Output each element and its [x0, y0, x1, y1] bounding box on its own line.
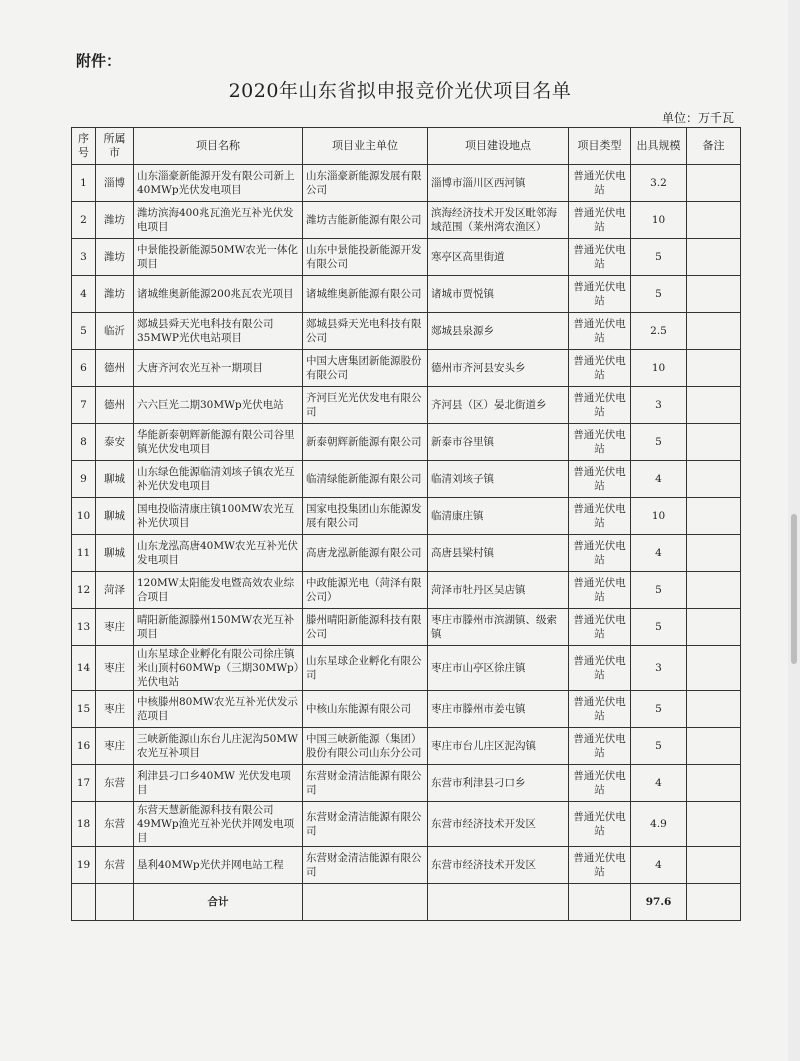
row-no: 11 [72, 535, 96, 572]
row-city: 菏泽 [96, 572, 134, 609]
row-scale: 5 [631, 424, 687, 461]
row-city: 东营 [96, 765, 134, 802]
row-type: 普通光伏电站 [569, 535, 631, 572]
table-row [72, 498, 741, 535]
header-scale: 出具规模 [631, 128, 687, 165]
row-location: 枣庄市滕州市姜屯镇 [428, 691, 569, 728]
row-scale: 3.2 [631, 165, 687, 202]
row-name: 中景能投新能源50MW农光一体化项目 [134, 239, 303, 276]
row-no: 19 [72, 847, 96, 884]
row-owner: 临清绿能新能源有限公司 [303, 461, 428, 498]
row-location: 东营市利津县刁口乡 [428, 765, 569, 802]
row-name: 国电投临清康庄镇100MW农光互补光伏项目 [134, 498, 303, 535]
row-type: 普通光伏电站 [569, 498, 631, 535]
row-scale: 3 [631, 387, 687, 424]
row-location: 淄博市淄川区西河镇 [428, 165, 569, 202]
row-location: 新泰市谷里镇 [428, 424, 569, 461]
row-name: 山东星球企业孵化有限公司徐庄镇米山顶村60MWp（三期30MWp）光伏电站 [134, 646, 303, 691]
row-owner: 山东星球企业孵化有限公司 [303, 646, 428, 691]
header-note: 备注 [687, 128, 741, 165]
row-city: 枣庄 [96, 691, 134, 728]
table-row [72, 239, 741, 276]
row-scale: 4 [631, 535, 687, 572]
row-scale: 10 [631, 350, 687, 387]
table-header-row [72, 128, 741, 165]
row-city: 德州 [96, 387, 134, 424]
row-city: 枣庄 [96, 646, 134, 691]
row-name: 三峡新能源山东台儿庄泥沟50MW农光互补项目 [134, 728, 303, 765]
row-scale: 10 [631, 202, 687, 239]
row-name: 郯城县舜天光电科技有限公司35MWP光伏电站项目 [134, 313, 303, 350]
row-city: 枣庄 [96, 728, 134, 765]
row-owner: 齐河巨光光伏发电有限公司 [303, 387, 428, 424]
row-no: 12 [72, 572, 96, 609]
table-row [72, 202, 741, 239]
row-name: 垦利40MWp光伏并网电站工程 [134, 847, 303, 884]
row-type: 普通光伏电站 [569, 461, 631, 498]
row-no: 5 [72, 313, 96, 350]
row-no: 14 [72, 646, 96, 691]
row-note [687, 691, 741, 728]
row-type: 普通光伏电站 [569, 239, 631, 276]
row-type: 普通光伏电站 [569, 802, 631, 847]
row-name: 诸城维奥新能源200兆瓦农光项目 [134, 276, 303, 313]
header-location: 项目建设地点 [428, 128, 569, 165]
table-row [72, 646, 741, 691]
row-owner: 中国大唐集团新能源股份有限公司 [303, 350, 428, 387]
row-city: 潍坊 [96, 276, 134, 313]
table-row [72, 350, 741, 387]
row-city: 临沂 [96, 313, 134, 350]
row-owner: 诸城维奥新能源有限公司 [303, 276, 428, 313]
row-location: 寒亭区高里街道 [428, 239, 569, 276]
table-row [72, 802, 741, 847]
row-owner: 高唐龙泓新能源有限公司 [303, 535, 428, 572]
row-note [687, 424, 741, 461]
table-row [72, 535, 741, 572]
row-scale: 4 [631, 461, 687, 498]
row-note [687, 847, 741, 884]
row-name: 中核滕州80MW农光互补光伏发示范项目 [134, 691, 303, 728]
row-location: 临清刘垓子镇 [428, 461, 569, 498]
total-scale: 97.6 [631, 884, 687, 921]
row-no: 9 [72, 461, 96, 498]
row-note [687, 609, 741, 646]
row-city: 东营 [96, 847, 134, 884]
row-owner: 中政能源光电（菏泽有限公司） [303, 572, 428, 609]
row-location: 高唐县梁村镇 [428, 535, 569, 572]
row-name: 潍坊滨海400兆瓦渔光互补光伏发电项目 [134, 202, 303, 239]
row-type: 普通光伏电站 [569, 572, 631, 609]
row-owner: 中国三峡新能源（集团）股份有限公司山东分公司 [303, 728, 428, 765]
row-no: 15 [72, 691, 96, 728]
row-type: 普通光伏电站 [569, 847, 631, 884]
row-owner: 东营财金清洁能源有限公司 [303, 847, 428, 884]
table-row [72, 424, 741, 461]
row-type: 普通光伏电站 [569, 276, 631, 313]
row-no: 7 [72, 387, 96, 424]
table-row [72, 276, 741, 313]
header-city: 所属市 [96, 128, 134, 165]
row-owner: 山东中景能投新能源开发有限公司 [303, 239, 428, 276]
row-location: 滨海经济技术开发区毗邻海域范围（莱州湾农渔区） [428, 202, 569, 239]
table-row [72, 847, 741, 884]
row-scale: 5 [631, 572, 687, 609]
header-name: 项目名称 [134, 128, 303, 165]
row-name: 东营天慧新能源科技有限公司49MWp渔光互补光伏并网发电项目 [134, 802, 303, 847]
row-type: 普通光伏电站 [569, 609, 631, 646]
row-no: 16 [72, 728, 96, 765]
row-note [687, 646, 741, 691]
row-no: 2 [72, 202, 96, 239]
unit-label: 单位：万千瓦 [661, 111, 734, 125]
row-name: 利津县刁口乡40MW 光伏发电项目 [134, 765, 303, 802]
row-type: 普通光伏电站 [569, 424, 631, 461]
table-row [72, 609, 741, 646]
row-type: 普通光伏电站 [569, 691, 631, 728]
row-location: 菏泽市牡丹区吴店镇 [428, 572, 569, 609]
row-note [687, 728, 741, 765]
header-owner: 项目业主单位 [303, 128, 428, 165]
row-scale: 4.9 [631, 802, 687, 847]
row-name: 六六巨光二期30MWp光伏电站 [134, 387, 303, 424]
row-no: 6 [72, 350, 96, 387]
row-location: 临清康庄镇 [428, 498, 569, 535]
row-owner: 滕州晴阳新能源科技有限公司 [303, 609, 428, 646]
row-note [687, 535, 741, 572]
row-city: 枣庄 [96, 609, 134, 646]
row-location: 枣庄市山亭区徐庄镇 [428, 646, 569, 691]
scrollbar-thumb[interactable] [791, 514, 797, 664]
row-name: 大唐齐河农光互补一期项目 [134, 350, 303, 387]
row-no: 3 [72, 239, 96, 276]
table-row [72, 728, 741, 765]
table-row [72, 765, 741, 802]
row-no: 1 [72, 165, 96, 202]
row-scale: 2.5 [631, 313, 687, 350]
row-city: 德州 [96, 350, 134, 387]
row-name: 120MW太阳能发电暨高效农业综合项目 [134, 572, 303, 609]
row-name: 晴阳新能源滕州150MW农光互补项目 [134, 609, 303, 646]
row-location: 东营市经济技术开发区 [428, 847, 569, 884]
row-type: 普通光伏电站 [569, 728, 631, 765]
row-location: 东营市经济技术开发区 [428, 802, 569, 847]
row-note [687, 802, 741, 847]
row-type: 普通光伏电站 [569, 165, 631, 202]
row-city: 聊城 [96, 461, 134, 498]
row-type: 普通光伏电站 [569, 387, 631, 424]
row-note [687, 461, 741, 498]
header-no: 序号 [72, 128, 96, 165]
row-scale: 5 [631, 691, 687, 728]
row-type: 普通光伏电站 [569, 350, 631, 387]
table-row [72, 691, 741, 728]
row-scale: 5 [631, 276, 687, 313]
row-note [687, 765, 741, 802]
row-location: 枣庄市台儿庄区泥沟镇 [428, 728, 569, 765]
row-owner: 郯城县舜天光电科技有限公司 [303, 313, 428, 350]
scrollbar[interactable] [788, 0, 800, 1061]
row-name: 山东淄豪新能源开发有限公司新上40MWp光伏发电项目 [134, 165, 303, 202]
row-no: 4 [72, 276, 96, 313]
row-city: 潍坊 [96, 202, 134, 239]
row-scale: 4 [631, 847, 687, 884]
row-note [687, 313, 741, 350]
row-location: 枣庄市滕州市滨湖镇、级索镇 [428, 609, 569, 646]
row-type: 普通光伏电站 [569, 646, 631, 691]
row-scale: 10 [631, 498, 687, 535]
row-name: 山东绿色能源临清刘垓子镇农光互补光伏发电项目 [134, 461, 303, 498]
row-note [687, 239, 741, 276]
row-no: 10 [72, 498, 96, 535]
row-type: 普通光伏电站 [569, 765, 631, 802]
row-note [687, 165, 741, 202]
row-note [687, 276, 741, 313]
header-type: 项目类型 [569, 128, 631, 165]
row-city: 潍坊 [96, 239, 134, 276]
page-title: 2020年山东省拟申报竞价光伏项目名单 [228, 80, 572, 102]
row-no: 13 [72, 609, 96, 646]
row-note [687, 202, 741, 239]
row-location: 郯城县泉源乡 [428, 313, 569, 350]
attachment-label: 附件： [76, 52, 122, 70]
row-note [687, 498, 741, 535]
row-scale: 5 [631, 609, 687, 646]
total-label: 合计 [134, 884, 303, 921]
row-no: 8 [72, 424, 96, 461]
row-city: 聊城 [96, 535, 134, 572]
table-row [72, 572, 741, 609]
row-owner: 东营财金清洁能源有限公司 [303, 765, 428, 802]
row-owner: 潍坊吉能新能源有限公司 [303, 202, 428, 239]
row-type: 普通光伏电站 [569, 313, 631, 350]
row-note [687, 572, 741, 609]
row-location: 德州市齐河县安头乡 [428, 350, 569, 387]
row-scale: 4 [631, 765, 687, 802]
row-location: 齐河县（区）晏北街道乡 [428, 387, 569, 424]
row-owner: 中核山东能源有限公司 [303, 691, 428, 728]
row-owner: 新泰朝辉新能源有限公司 [303, 424, 428, 461]
table-row [72, 461, 741, 498]
row-scale: 5 [631, 239, 687, 276]
row-no: 17 [72, 765, 96, 802]
row-note [687, 350, 741, 387]
table-row [72, 387, 741, 424]
row-location: 诸城市贾悦镇 [428, 276, 569, 313]
row-no: 18 [72, 802, 96, 847]
row-note [687, 387, 741, 424]
row-city: 淄博 [96, 165, 134, 202]
row-city: 东营 [96, 802, 134, 847]
row-owner: 东营财金清洁能源有限公司 [303, 802, 428, 847]
row-city: 泰安 [96, 424, 134, 461]
table-row [72, 313, 741, 350]
row-name: 山东龙泓高唐40MW农光互补光伏发电项目 [134, 535, 303, 572]
total-row [72, 884, 741, 921]
table-row [72, 165, 741, 202]
row-name: 华能新泰朝辉新能源有限公司谷里镇光伏发电项目 [134, 424, 303, 461]
row-type: 普通光伏电站 [569, 202, 631, 239]
row-scale: 5 [631, 728, 687, 765]
project-table [71, 127, 741, 921]
row-city: 聊城 [96, 498, 134, 535]
row-owner: 山东淄豪新能源发展有限公司 [303, 165, 428, 202]
row-owner: 国家电投集团山东能源发展有限公司 [303, 498, 428, 535]
row-scale: 3 [631, 646, 687, 691]
